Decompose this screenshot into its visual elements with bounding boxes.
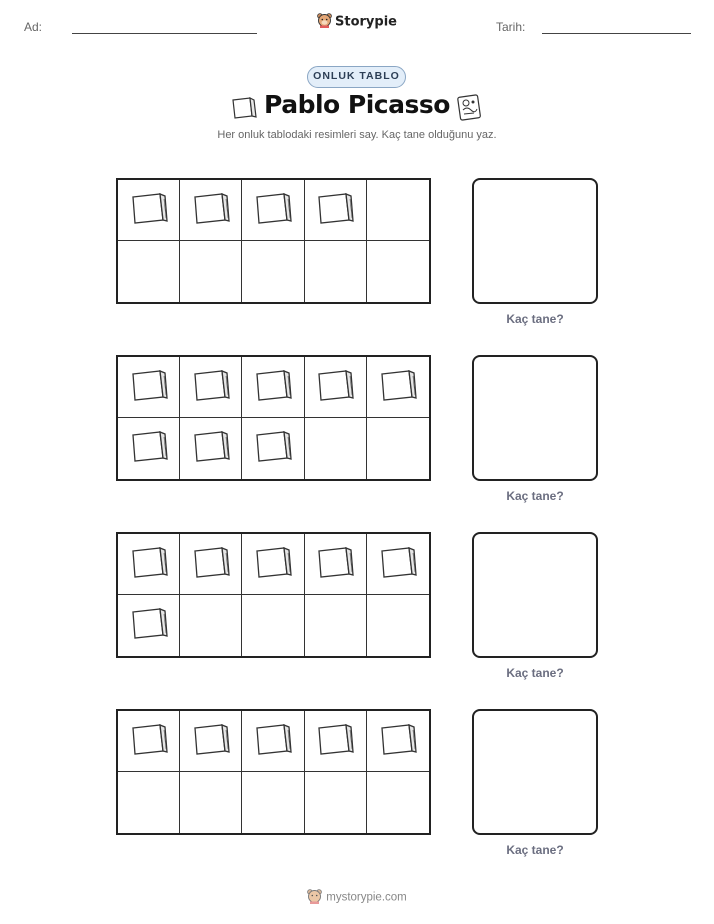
frame-cell bbox=[118, 534, 180, 595]
frame-cell bbox=[242, 180, 304, 241]
worksheet-type-badge: ONLUK TABLO bbox=[307, 66, 406, 88]
book-icon bbox=[192, 544, 230, 585]
bear-logo-icon bbox=[317, 12, 332, 32]
frame-cell bbox=[242, 595, 304, 656]
frame-cell bbox=[242, 418, 304, 479]
bear-logo-icon bbox=[307, 888, 322, 907]
frame-cell bbox=[180, 180, 242, 241]
book-icon bbox=[254, 544, 292, 585]
book-icon bbox=[192, 428, 230, 469]
book-icon bbox=[316, 544, 354, 585]
book-icon bbox=[379, 721, 417, 762]
brand bbox=[0, 12, 714, 32]
frame-cell bbox=[305, 711, 367, 772]
page-title: Pablo Picasso bbox=[264, 90, 450, 119]
frame-cell bbox=[305, 180, 367, 241]
book-icon bbox=[254, 721, 292, 762]
book-icon bbox=[316, 367, 354, 408]
book-icon bbox=[254, 428, 292, 469]
frame-cell bbox=[180, 241, 242, 302]
frame-cell bbox=[367, 711, 429, 772]
frame-cell bbox=[367, 357, 429, 418]
instructions: Her onluk tablodaki resimleri say. Kaç tane olduğunu yaz. bbox=[217, 129, 497, 141]
date-line[interactable] bbox=[542, 33, 691, 34]
frame-cell bbox=[367, 241, 429, 302]
question-label-1: Kaç tane? bbox=[506, 312, 564, 326]
answer-box-2[interactable] bbox=[472, 355, 598, 481]
brand-name: Storypie bbox=[335, 14, 397, 30]
frame-cell bbox=[367, 772, 429, 833]
frame-cell bbox=[242, 357, 304, 418]
answer-box-1[interactable] bbox=[472, 178, 598, 304]
frame-cell bbox=[180, 772, 242, 833]
frame-cell bbox=[305, 418, 367, 479]
frame-cell bbox=[118, 595, 180, 656]
name-label: Ad: bbox=[24, 20, 43, 34]
question-label-3: Kaç tane? bbox=[506, 666, 564, 680]
frame-cell bbox=[305, 595, 367, 656]
book-icon bbox=[130, 721, 168, 762]
date-label: Tarih: bbox=[496, 20, 526, 34]
answer-box-3[interactable] bbox=[472, 532, 598, 658]
footer bbox=[0, 888, 714, 907]
frame-cell bbox=[242, 772, 304, 833]
book-icon bbox=[254, 367, 292, 408]
art-sketch-icon bbox=[455, 93, 483, 126]
name-line[interactable] bbox=[72, 33, 257, 34]
frame-cell bbox=[367, 180, 429, 241]
book-icon bbox=[379, 367, 417, 408]
book-icon bbox=[130, 544, 168, 585]
frame-cell bbox=[118, 357, 180, 418]
frame-cell bbox=[242, 534, 304, 595]
frame-cell bbox=[242, 711, 304, 772]
frame-cell bbox=[180, 418, 242, 479]
frame-cell bbox=[367, 418, 429, 479]
frame-cell bbox=[305, 772, 367, 833]
book-icon bbox=[130, 190, 168, 231]
ten-frame-1 bbox=[116, 178, 431, 304]
book-icon bbox=[316, 721, 354, 762]
ten-frame-2 bbox=[116, 355, 431, 481]
ten-frame-4 bbox=[116, 709, 431, 835]
ten-frame-3 bbox=[116, 532, 431, 658]
frame-cell bbox=[180, 595, 242, 656]
frame-cell bbox=[118, 241, 180, 302]
frame-cell bbox=[305, 534, 367, 595]
book-icon bbox=[192, 721, 230, 762]
book-icon bbox=[316, 190, 354, 231]
frame-cell bbox=[367, 534, 429, 595]
answer-box-4[interactable] bbox=[472, 709, 598, 835]
frame-cell bbox=[118, 418, 180, 479]
question-label-2: Kaç tane? bbox=[506, 489, 564, 503]
frame-cell bbox=[180, 711, 242, 772]
book-icon bbox=[130, 605, 168, 646]
book-icon bbox=[130, 367, 168, 408]
question-label-4: Kaç tane? bbox=[506, 843, 564, 857]
frame-cell bbox=[305, 357, 367, 418]
frame-cell bbox=[180, 357, 242, 418]
frame-cell bbox=[180, 534, 242, 595]
book-icon bbox=[379, 544, 417, 585]
frame-cell bbox=[118, 772, 180, 833]
frame-cell bbox=[367, 595, 429, 656]
frame-cell bbox=[242, 241, 304, 302]
book-icon bbox=[254, 190, 292, 231]
book-icon bbox=[192, 367, 230, 408]
footer-site: mystorypie.com bbox=[326, 891, 407, 904]
frame-cell bbox=[118, 711, 180, 772]
frame-cell bbox=[305, 241, 367, 302]
book-icon bbox=[192, 190, 230, 231]
book-icon bbox=[130, 428, 168, 469]
frame-cell bbox=[118, 180, 180, 241]
